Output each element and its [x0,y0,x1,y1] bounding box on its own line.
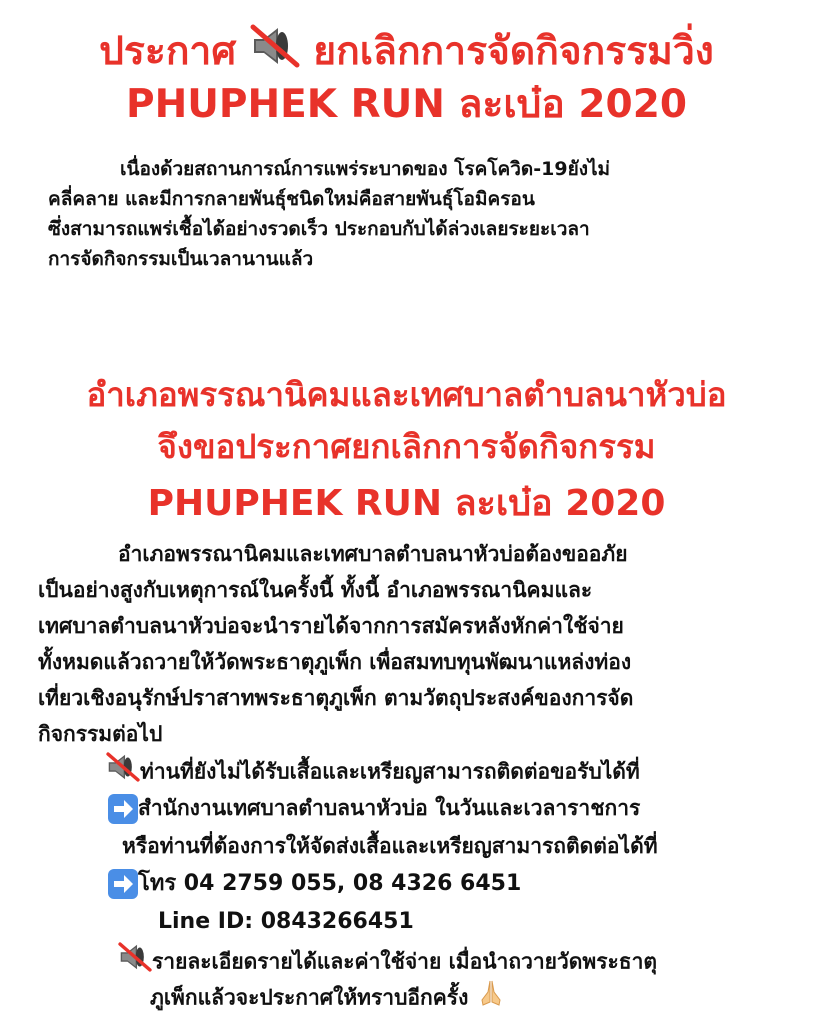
intro-line-1: เนื่องด้วยสถานการณ์การแพร่ระบาดของ โรคโควิด-19ยังไม่ [120,158,611,180]
line-id: Line ID: 0843266451 [158,909,414,934]
note-line-2 [150,978,506,1019]
phone-text: โทร 04 2759 055, 08 4326 6451 [138,871,522,896]
contact-line-2 [108,790,640,826]
body-line-3: เทศบาลตำบลนาหัวบ่อจะนำรายได้จากการสมัครหลังหักค่าใช้จ่าย [38,614,624,638]
muted-speaker-icon [106,752,140,793]
body-line-2: เป็นอย่างสูงกับเหตุการณ์ในครั้งนี้ ทั้งนี้ อำเภอพรรณานิคมและ [38,578,593,602]
right-arrow-icon [108,869,138,899]
body-line-6: กิจกรรมต่อไป [38,722,163,746]
body-line-4: ทั้งหมดแล้วถวายให้วัดพระธาตุภูเพ็ก เพื่อสมทบทุนพัฒนาแหล่งท่อง [38,650,632,674]
title-suffix: ยกเลิกการจัดกิจกรรมวิ่ง [313,29,714,74]
announcement-heading-2: จึงขอประกาศยกเลิกการจัดกิจกรรม [157,427,656,466]
right-arrow-icon [108,794,138,824]
event-title: PHUPHEK RUN ละเบ๋อ 2020 [126,82,687,127]
announcement-heading-1: อำเภอพรรณานิคมและเทศบาลตำบลนาหัวบ่อ [86,375,727,414]
folded-hands-icon [476,978,506,1019]
muted-speaker-icon [250,24,300,83]
note-line-1 [118,942,657,983]
intro-line-2: คลี่คลาย และมีการกลายพันธุ์ชนิดใหม่คือสายพันธุ์โอมิครอน [48,188,535,210]
body-line-5: เที่ยวเชิงอนุรักษ์ปราสาทพระธาตุภูเพ็ก ตามวัตถุประสงค์ของการจัด [38,686,634,710]
contact-text-2: สำนักงานเทศบาลตำบลนาหัวบ่อ ในวันและเวลาราชการ [138,796,641,820]
contact-text-1: ท่านที่ยังไม่ได้รับเสื้อและเหรียญสามารถติดต่อขอรับได้ที่ [140,759,640,784]
contact-line-3: หรือท่านที่ต้องการให้จัดส่งเสื้อและเหรียญสามารถติดต่อได้ที่ [122,834,658,858]
title-prefix: ประกาศ [99,29,237,74]
muted-speaker-icon [118,942,152,983]
page-title [0,24,813,83]
note-text-2: ภูเพ็กแล้วจะประกาศให้ทราบอีกครั้ง [150,985,469,1010]
intro-line-4: การจัดกิจกรรมเป็นเวลานานแล้ว [48,248,314,270]
body-line-1: อำเภอพรรณานิคมและเทศบาลตำบลนาหัวบ่อต้องขออภัย [118,542,628,566]
contact-phone-line [108,866,521,902]
announcement-heading-3: PHUPHEK RUN ละเบ๋อ 2020 [147,483,666,524]
note-text-1: รายละเอียดรายได้และค่าใช้จ่าย เมื่อนำถวายวัดพระธาตุ [152,949,658,974]
contact-line-1 [106,752,640,793]
intro-line-3: ซึ่งสามารถแพร่เชื้อได้อย่างรวดเร็ว ประกอบกับได้ล่วงเลยระยะเวลา [48,218,590,240]
